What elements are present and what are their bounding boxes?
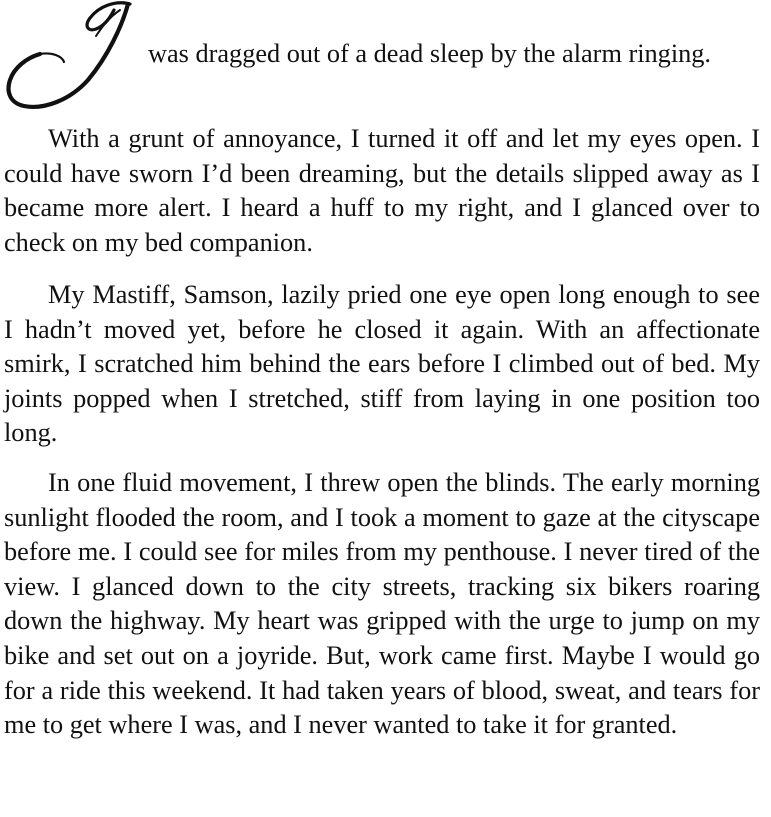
book-page [4, 0, 760, 740]
opening-paragraph-text: was dragged out of a dead sleep by the alarm ringing. [148, 39, 712, 68]
paragraph-3: My Mastiff, Samson, lazily pried one eye open long enough to see I hadn’t moved yet, before he closed it again. With an affectionate smirk, I scratched him behind the ears before I climbed out of bed. My joints popped when I stretched, stiff from laying in one position too long. [4, 280, 760, 448]
drop-cap-letter [4, 0, 144, 114]
opening-paragraph [4, 0, 760, 108]
paragraph-4: In one fluid movement, I threw open the blinds. The early morning sunlight flooded the room, and I took a moment to gaze at the cityscape before me. I could see for miles from my penthouse. I never tired of the view. I glanced down to the city streets, tracking six bikers roaring down the highway. My heart was gripped with the urge to jump on my bike and set out on a joyride. But, work came first. Maybe I would go for a ride this weekend. It had taken years of blood, sweat, and tears for me to get where I was, and I never wanted to take it for granted. [4, 468, 760, 740]
paragraph-2: With a grunt of annoyance, I turned it off and let my eyes open. I could have sworn I’d been dreaming, but the details slipped away as I became more alert. I heard a huff to my right, and I glanced over to check on my bed companion. [4, 124, 760, 257]
